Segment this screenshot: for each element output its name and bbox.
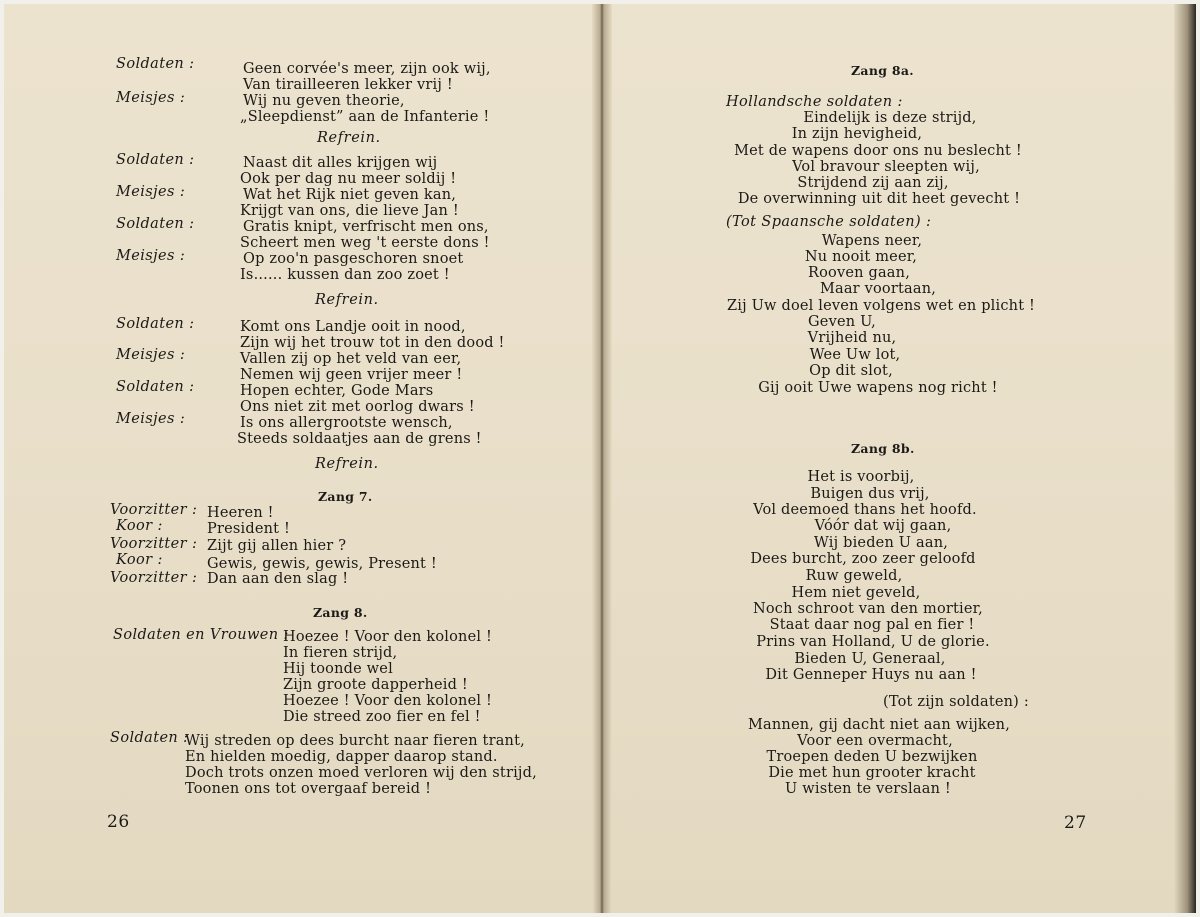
speaker-label: Soldaten : (110, 730, 189, 746)
verse-line: Gratis knipt, verfrischt men ons, (243, 219, 489, 235)
verse-line: Geven U, (808, 314, 876, 330)
verse-line: Prins van Holland, U de glorie. (756, 634, 990, 650)
verse-line: In fieren strijd, (283, 645, 398, 661)
verse-line: De overwinning uit dit heet gevecht ! (737, 191, 1021, 207)
verse-line: Bieden U, Generaal, (794, 651, 946, 667)
verse-line: Buigen dus vrij, (810, 486, 930, 502)
verse-line: Strijdend zij aan zij, (797, 175, 949, 191)
verse-line: Hem niet geveld, (791, 585, 921, 601)
page-edge (1174, 4, 1196, 913)
verse-line: Die met hun grooter kracht (768, 765, 976, 781)
verse-line: Komt ons Landje ooit in nood, (240, 319, 466, 335)
speaker-label: Koor : (116, 518, 163, 534)
speaker-label: Meisjes : (116, 248, 186, 264)
song-title: Zang 8a. (851, 63, 914, 78)
verse-line: Vol bravour sleepten wij, (792, 159, 980, 175)
verse-line: En hielden moedig, dapper daarop stand. (185, 749, 498, 765)
verse-line: Krijgt van ons, die lieve Jan ! (240, 203, 459, 219)
verse-line: Hij toonde wel (283, 661, 393, 677)
verse-line: Vóór dat wij gaan, (814, 518, 952, 534)
page-number: 27 (1064, 813, 1087, 833)
verse-line: Zijn wij het trouw tot in den dood ! (240, 335, 505, 351)
verse-line: Heeren ! (207, 505, 274, 521)
verse-line: Op zoo'n pasgeschoren snoet (243, 251, 464, 267)
verse-line: In zijn hevigheid, (791, 126, 923, 142)
verse-line: Dees burcht, zoo zeer geloofd (750, 551, 976, 567)
verse-line: Noch schroot van den mortier, (752, 601, 983, 617)
verse-line: Maar voortaan, (819, 281, 937, 297)
speaker-label: Meisjes : (116, 90, 186, 106)
verse-line: Geen corvée's meer, zijn ook wij, (243, 61, 491, 77)
verse-line: Vrijheid nu, (807, 330, 897, 346)
speaker-label: Soldaten : (116, 316, 195, 332)
verse-line: U wisten te verslaan ! (785, 781, 951, 797)
verse-line: Wat het Rijk niet geven kan, (243, 187, 457, 203)
verse-line: Zijt gij allen hier ? (207, 538, 347, 554)
verse-line: Die streed zoo fier en fel ! (283, 709, 481, 725)
speaker-label: Meisjes : (116, 184, 186, 200)
song-title: Zang 8b. (851, 441, 915, 456)
verse-line: Ook per dag nu meer soldij ! (240, 171, 457, 187)
verse-line: Doch trots onzen moed verloren wij den strijd, (185, 765, 537, 781)
verse-line: Gewis, gewis, gewis, Present ! (207, 556, 437, 572)
stage-direction: (Tot Spaansche soldaten) : (726, 214, 932, 230)
verse-line: Toonen ons tot overgaaf bereid ! (185, 781, 432, 797)
page-number: 26 (107, 812, 130, 832)
verse-line: Nu nooit meer, (804, 249, 918, 265)
verse-line: Zijn groote dapperheid ! (283, 677, 468, 693)
verse-line: Met de wapens door ons nu beslecht ! (734, 143, 1022, 159)
verse-line: Ons niet zit met oorlog dwars ! (240, 399, 475, 415)
verse-line: Gij ooit Uwe wapens nog richt ! (758, 380, 998, 396)
verse-line: Mannen, gij dacht niet aan wijken, (747, 717, 1011, 733)
verse-line: Dan aan den slag ! (207, 571, 349, 587)
verse-line: Staat daar nog pal en fier ! (769, 617, 975, 633)
verse-line: Hoezee ! Voor den kolonel ! (283, 629, 493, 645)
verse-line: Wee Uw lot, (809, 347, 901, 363)
verse-line: Op dit slot, (809, 363, 893, 379)
refrain-label: Refrein. (315, 456, 379, 472)
speaker-label: Meisjes : (116, 411, 186, 427)
speaker-label: Voorzitter : (110, 570, 198, 586)
verse-line: Naast dit alles krijgen wij (243, 155, 438, 171)
speaker-label: Voorzitter : (110, 536, 198, 552)
refrain-label: Refrein. (315, 292, 379, 308)
verse-line: Eindelijk is deze strijd, (803, 110, 977, 126)
verse-line: Rooven gaan, (807, 265, 911, 281)
verse-line: Wij bieden U aan, (813, 535, 949, 551)
verse-line: Wapens neer, (821, 233, 923, 249)
verse-line: „Sleepdienst” aan de Infanterie ! (240, 109, 490, 125)
verse-line: Is...... kussen dan zoo zoet ! (240, 267, 450, 283)
verse-line: President ! (207, 521, 291, 537)
verse-line: Is ons allergrootste wensch, (240, 415, 453, 431)
verse-line: Wij nu geven theorie, (243, 93, 405, 109)
speaker-label: Soldaten : (116, 152, 195, 168)
verse-line: Steeds soldaatjes aan de grens ! (237, 431, 482, 447)
verse-line: Dit Genneper Huys nu aan ! (765, 667, 977, 683)
verse-line: Van tirailleeren lekker vrij ! (243, 77, 453, 93)
speaker-label: Hollandsche soldaten : (726, 94, 903, 110)
speaker-label: Koor : (116, 552, 163, 568)
verse-line: Ruw geweld, (805, 568, 903, 584)
verse-line: Het is voorbij, (807, 469, 915, 485)
verse-line: Hopen echter, Gode Mars (240, 383, 434, 399)
stage-direction: (Tot zijn soldaten) : (883, 694, 1029, 710)
speaker-label: Soldaten : (116, 56, 195, 72)
verse-line: Vol deemoed thans het hoofd. (753, 502, 977, 518)
speaker-label: Soldaten en Vrouwen : (113, 627, 289, 643)
verse-line: Scheert men weg 't eerste dons ! (240, 235, 490, 251)
speaker-label: Meisjes : (116, 347, 186, 363)
speaker-label: Voorzitter : (110, 502, 198, 518)
verse-line: Vallen zij op het veld van eer, (240, 351, 462, 367)
song-title: Zang 8. (313, 605, 368, 620)
verse-line: Voor een overmacht, (797, 733, 953, 749)
speaker-label: Soldaten : (116, 379, 195, 395)
verse-line: Hoezee ! Voor den kolonel ! (283, 693, 493, 709)
verse-line: Wij streden op dees burcht naar fieren trant, (185, 733, 525, 749)
book-gutter (592, 4, 612, 913)
song-title: Zang 7. (318, 489, 373, 504)
verse-line: Zij Uw doel leven volgens wet en plicht ! (727, 298, 1036, 314)
verse-line: Troepen deden U bezwijken (766, 749, 978, 765)
speaker-label: Soldaten : (116, 216, 195, 232)
verse-line: Nemen wij geen vrijer meer ! (240, 367, 463, 383)
refrain-label: Refrein. (317, 130, 381, 146)
